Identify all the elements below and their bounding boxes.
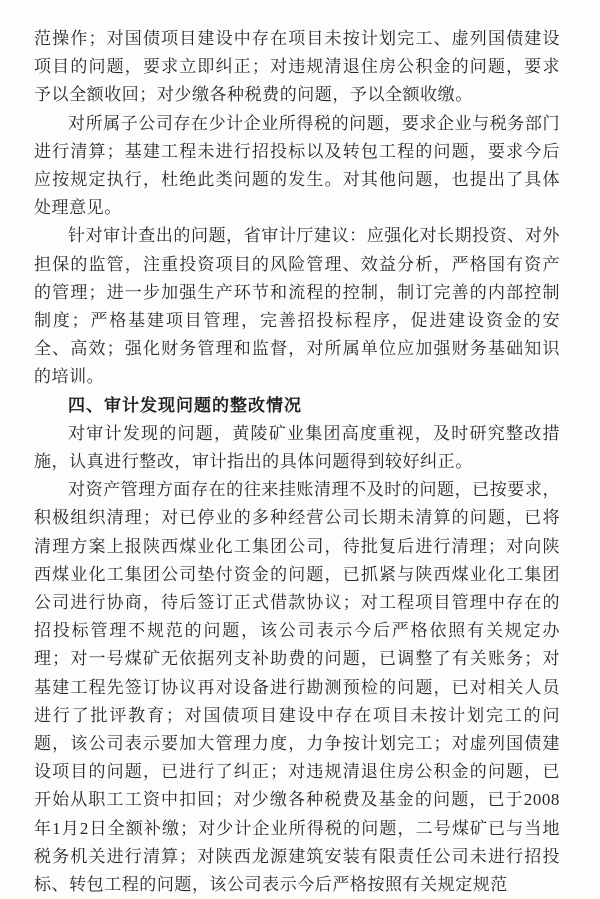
paragraph-audit-suggestions: 针对审计查出的问题，省审计厅建议：应强化对长期投资、对外担保的监管，注重投资项目的风险管理、效益分析，严格国有资产的管理；进一步加强生产环节和流程的控制，制订完善的内部控制制度；严格基建项目管理，完善招投标程序，促进建设资金的安全、高效；强化财务管理和监督，对所属单位应加强财务基础知识的培训。 [34,226,560,387]
section-heading-rectification: 四、审计发现问题的整改情况 [68,395,302,415]
paragraph-continuation: 范操作；对国债项目建设中存在项目未按计划完工、虚列国债建设项目的问题，要求立即纠正；对违规清退住房公积金的问题，要求予以全额收回；对少缴各种税费的问题，予以全额收缴。 [34,29,560,105]
paragraph-group-response: 对审计发现的问题，黄陵矿业集团高度重视，及时研究整改措施，认真进行整改，审计指出的具体问题得到较好纠正。 [34,423,560,472]
paragraph-rectification-details: 对资产管理方面存在的往来挂账清理不及时的问题，已按要求，积极组织清理；对已停业的多种经营公司长期未清算的问题，已将清理方案上报陕西煤业化工集团公司，待批复后进行清理；对向陕西煤业化工集团公司垫付资金的问题，已抓紧与陕西煤业化工集团公司进行协商，待后签订正式借款协议；对工程项目管理中存在的招投标管理不规范的问题，该公司表示今后严格依照有关规定办理；对一号煤矿无依据列支补助费的问题，已调整了有关账务；对基建工程先签订协议再对设备进行勘测预检的问题，已对相关人员进行了批评教育；对国债项目建设中存在项目未按计划完工的问题，该公司表示要加大管理力度，力争按计划完工；对虚列国债建设项目的问题，已进行了纠正；对违规清退住房公积金的问题，已开始从职工工资中扣回；对少缴各种税费及基金的问题，已于2008年1月2日全额补缴；对少计企业所得税的问题，二号煤矿已与当地税务机关进行清算；对陕西龙源建筑安装有限责任公司未进行招投标、转包工程的问题，该公司表示今后严格按照有关规定规范 [34,480,560,895]
paragraph-subsidiary-tax: 对所属子公司存在少计企业所得税的问题，要求企业与税务部门进行清算；基建工程未进行招投标以及转包工程的问题，要求今后应按规定执行，杜绝此类问题的发生。对其他问题，也提出了具体处理意见。 [34,113,560,218]
